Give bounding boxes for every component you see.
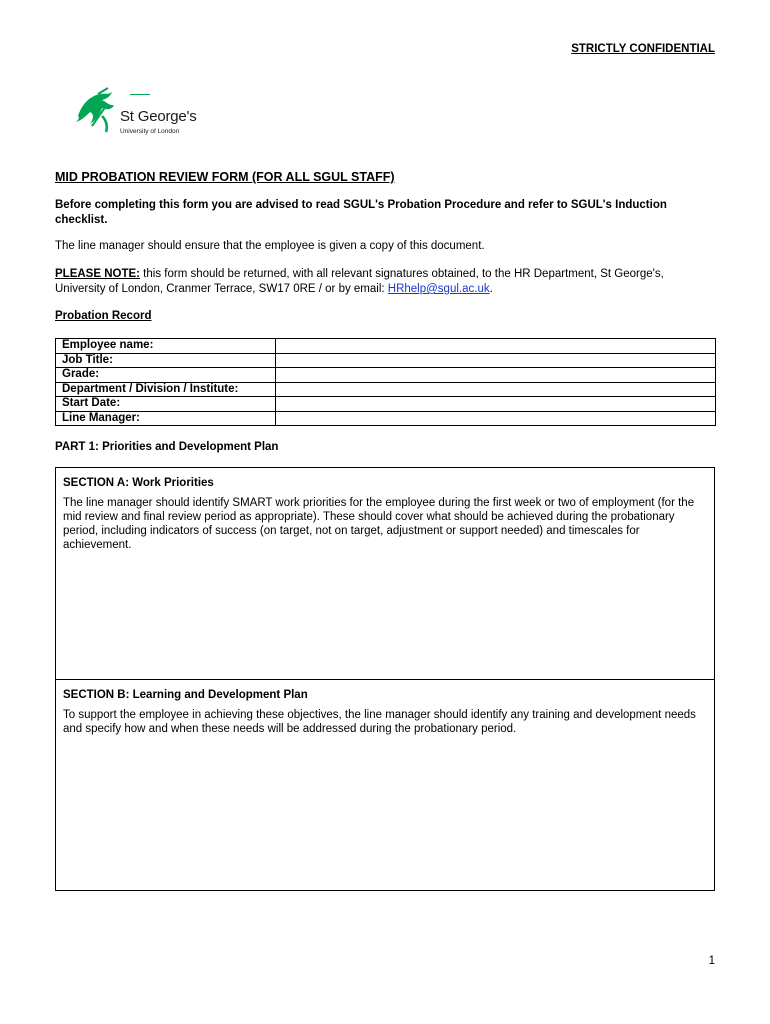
copy-note: The line manager should ensure that the employee is given a copy of this document.	[55, 240, 485, 252]
start-date-field[interactable]	[276, 397, 716, 412]
section-a-title: SECTION A: Work Priorities	[63, 477, 214, 489]
please-note-end: .	[489, 283, 493, 295]
table-row	[56, 368, 716, 383]
form-title: MID PROBATION REVIEW FORM (FOR ALL SGUL STAFF)	[55, 170, 395, 184]
logo-name: St George's	[120, 108, 197, 125]
hr-email-link[interactable]: HRhelp@sgul.ac.uk	[387, 283, 490, 295]
logo-subtitle: University of London	[120, 128, 180, 135]
intro-instructions: Before completing this form you are advised to read SGUL's Probation Procedure and refer to SGUL's Induction checklist.	[55, 199, 667, 226]
section-b-body: To support the employee in achieving these objectives, the line manager should identify any training and development needs and specify how and when these needs will be addressed during the probationary period.	[63, 709, 696, 735]
probation-record-table	[55, 338, 716, 426]
dragon-emblem-icon	[72, 86, 120, 134]
table-row	[56, 397, 716, 412]
employee-name-label: Employee name:	[56, 339, 276, 354]
job-title-label: Job Title:	[56, 353, 276, 368]
table-row	[56, 353, 716, 368]
st-georges-logo	[72, 84, 212, 142]
please-note-text: this form should be returned, with all relevant signatures obtained, to the HR Department, St George's, University of London, Cranmer Terrace, SW17 0RE / or by email:	[55, 268, 664, 295]
line-manager-label: Line Manager:	[56, 411, 276, 426]
table-row	[56, 382, 716, 397]
job-title-field[interactable]	[276, 353, 716, 368]
department-label: Department / Division / Institute:	[56, 382, 276, 397]
confidential-label: STRICTLY CONFIDENTIAL	[571, 43, 715, 55]
section-a-box[interactable]	[55, 467, 715, 680]
line-manager-field[interactable]	[276, 411, 716, 426]
please-note	[55, 267, 715, 297]
section-b-box[interactable]	[55, 680, 715, 891]
grade-field[interactable]	[276, 368, 716, 383]
section-b-title: SECTION B: Learning and Development Plan	[63, 689, 308, 701]
probation-record-title: Probation Record	[55, 310, 152, 322]
part1-title: PART 1: Priorities and Development Plan	[55, 441, 279, 453]
logo-rule	[130, 94, 150, 95]
table-row	[56, 411, 716, 426]
department-field[interactable]	[276, 382, 716, 397]
table-row	[56, 339, 716, 354]
page-number: 1	[708, 955, 715, 967]
start-date-label: Start Date:	[56, 397, 276, 412]
employee-name-field[interactable]	[276, 339, 716, 354]
please-note-label: PLEASE NOTE:	[55, 268, 140, 280]
section-a-body: The line manager should identify SMART work priorities for the employee during the first week or two of employment (for the mid review and final review period as appropriate). These should cover what should be achieved during the probationary period, including indicators of success (on target, not on target, adjustment or support needed) and timescales for achievement.	[63, 497, 695, 551]
grade-label: Grade:	[56, 368, 276, 383]
